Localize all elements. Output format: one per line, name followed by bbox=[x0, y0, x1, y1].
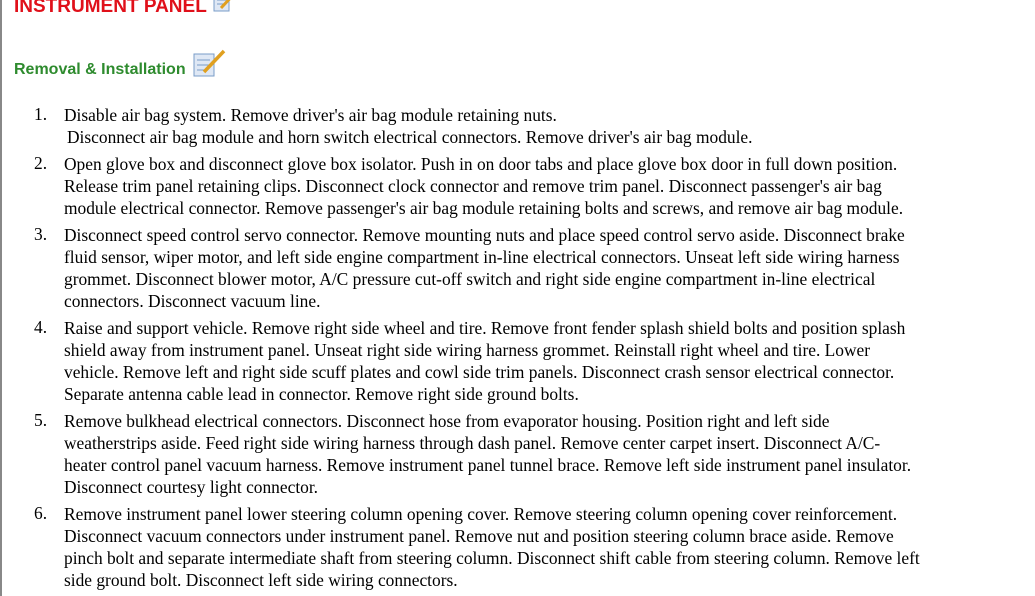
step-item bbox=[0, 104, 920, 148]
page-title bbox=[14, 0, 237, 18]
section-heading bbox=[14, 61, 226, 79]
step-text-line: Disconnect air bag module and horn switch electrical connectors. Remove driver's air bag module. bbox=[67, 127, 753, 147]
step-item bbox=[0, 153, 920, 219]
step-text-line: Separate antenna cable lead in connector. Remove right side ground bolts. bbox=[64, 384, 579, 404]
title-text: INSTRUMENT PANEL bbox=[14, 0, 207, 17]
step-text-line: grommet. Disconnect blower motor, A/C pressure cut-off switch and right side engine compartment in-line electrical bbox=[64, 269, 876, 289]
step-item bbox=[0, 503, 920, 591]
step-text-line: weatherstrips aside. Feed right side wiring harness through dash panel. Remove center carpet insert. Disconnect A/C- bbox=[64, 433, 881, 453]
step-number: 5. bbox=[34, 410, 48, 430]
step-text-line: Raise and support vehicle. Remove right side wheel and tire. Remove front fender splash shield bolts and position splash bbox=[64, 318, 906, 338]
step-text-line: Disconnect speed control servo connector. Remove mounting nuts and place speed control servo aside. Disconnect brake bbox=[64, 225, 905, 245]
step-text-line: Open glove box and disconnect glove box isolator. Push in on door tabs and place glove box door in full down position. bbox=[64, 154, 898, 174]
step-item bbox=[0, 224, 920, 312]
step-item bbox=[0, 317, 920, 405]
steps-list bbox=[0, 104, 920, 596]
edit-note-icon[interactable] bbox=[192, 48, 226, 78]
step-text-line: Remove instrument panel lower steering column opening cover. Remove steering column opening cover reinforcement. bbox=[64, 504, 898, 524]
step-text-line: Release trim panel retaining clips. Disconnect clock connector and remove trim panel. Disconnect passenger's air bag bbox=[64, 176, 882, 196]
step-text-line: Disconnect vacuum connectors under instrument panel. Remove nut and position steering column brace aside. Remove bbox=[64, 526, 894, 546]
step-text-line: side ground bolt. Disconnect left side wiring connectors. bbox=[64, 570, 458, 590]
step-text-line: module electrical connector. Remove passenger's air bag module retaining bolts and screws, and remove air bag module. bbox=[64, 198, 904, 218]
step-text-line: pinch bolt and separate intermediate shaft from steering column. Disconnect shift cable from steering column. Remove left bbox=[64, 548, 920, 568]
step-text-line: vehicle. Remove left and right side scuff plates and cowl side trim panels. Disconnect crash sensor electrical connector. bbox=[64, 362, 895, 382]
step-text-line: connectors. Disconnect vacuum line. bbox=[64, 291, 321, 311]
step-number: 3. bbox=[34, 224, 48, 244]
step-text-line: heater control panel vacuum harness. Remove instrument panel tunnel brace. Remove left side instrument panel insulator. bbox=[64, 455, 912, 475]
step-text-line: fluid sensor, wiper motor, and left side engine compartment in-line electrical connectors. Unseat left side wiring harness bbox=[64, 247, 900, 267]
step-text-line: Disconnect courtesy light connector. bbox=[64, 477, 319, 497]
step-number: 2. bbox=[34, 153, 48, 173]
step-text-line: shield away from instrument panel. Unseat right side wiring harness grommet. Reinstall right wheel and tire. Lower bbox=[64, 340, 871, 360]
step-number: 6. bbox=[34, 503, 48, 523]
step-text-line: Disable air bag system. Remove driver's air bag module retaining nuts. bbox=[64, 105, 557, 125]
step-number: 1. bbox=[34, 104, 48, 124]
edit-note-icon[interactable] bbox=[213, 0, 237, 13]
step-number: 4. bbox=[34, 317, 48, 337]
subtitle-text: Removal & Installation bbox=[14, 61, 186, 78]
step-item bbox=[0, 410, 920, 498]
step-text-line: Remove bulkhead electrical connectors. Disconnect hose from evaporator housing. Position right and left side bbox=[64, 411, 830, 431]
